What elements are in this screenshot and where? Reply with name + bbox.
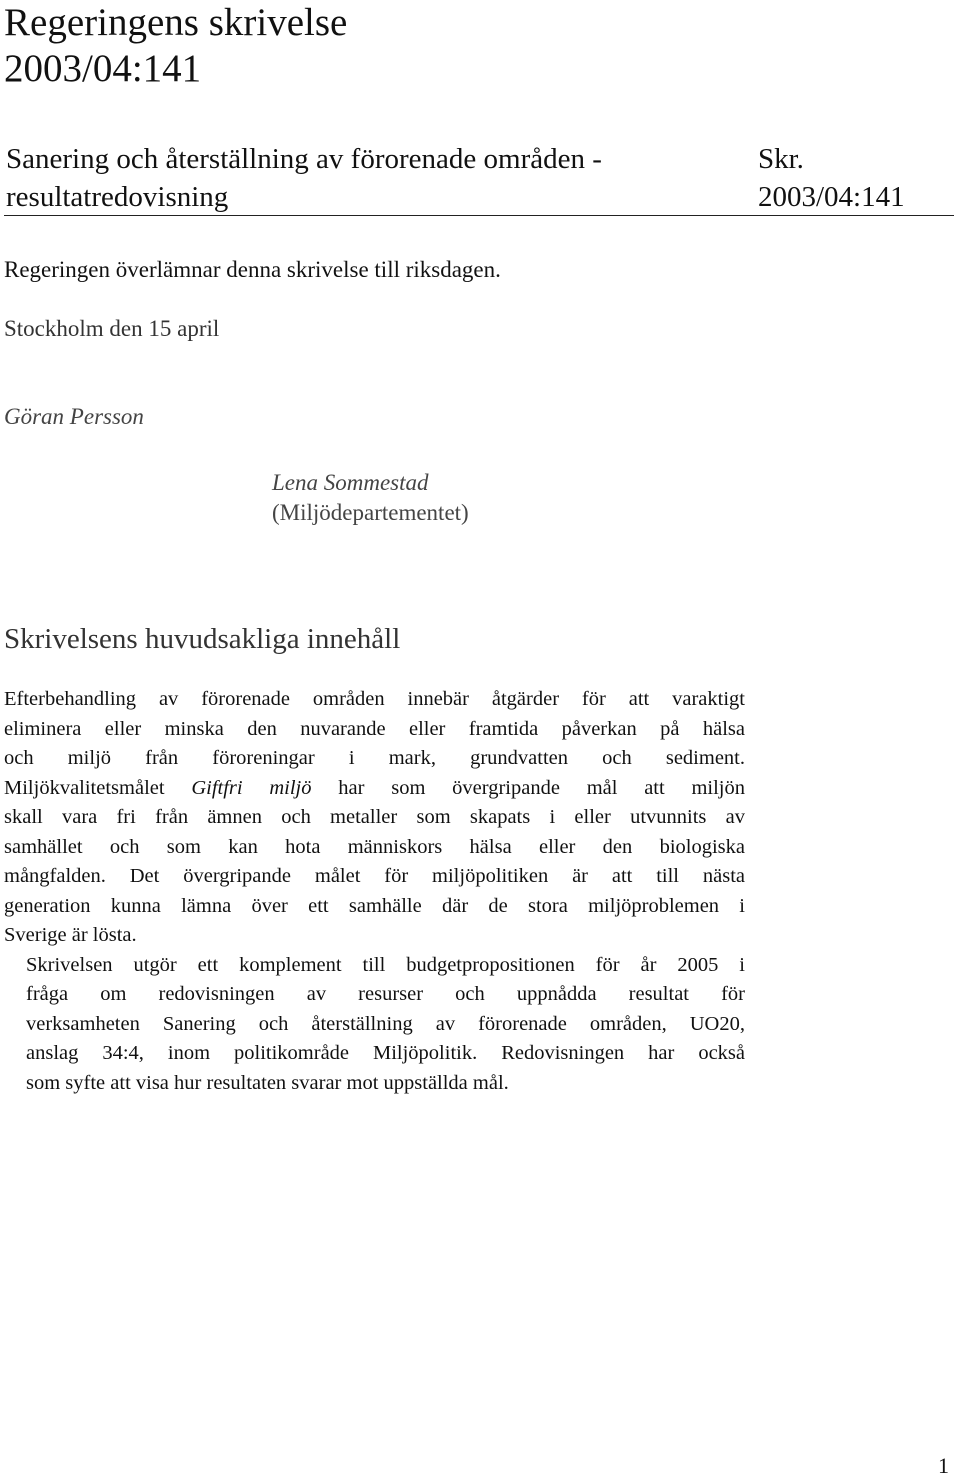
summary-paragraph-1 <box>4 685 745 951</box>
skr-label: Skr. <box>758 143 804 175</box>
text-line: Skrivelsen utgör ett komplement till budgetpropositionen för år 2005 i <box>26 953 745 976</box>
text-line: Efterbehandling av förorenade områden innebär åtgärder för att varaktigt <box>4 688 745 710</box>
summary-body <box>4 685 745 1098</box>
text-line: anslag 34:4, inom politikområde Miljöpolitik. Redovisningen har också <box>26 1042 745 1064</box>
text-line: samhället och som kan hota människors hälsa eller den biologiska <box>4 835 745 858</box>
document-subject <box>6 140 726 216</box>
skr-reference <box>758 140 905 216</box>
text-run: Miljökvalitetsmålet <box>4 776 192 799</box>
text-line: eliminera eller minska den nuvarande eller framtida påverkan på hälsa <box>4 717 745 740</box>
skr-number: 2003/04:141 <box>758 181 905 213</box>
text-line: verksamheten Sanering och återställning av förorenade områden, UO20, <box>26 1012 745 1035</box>
text-line: mångfalden. Det övergripande målet för miljöpolitiken är att till nästa <box>4 865 745 887</box>
text-line-mixed <box>4 774 745 804</box>
text-line: Sverige är lösta. <box>4 924 137 946</box>
summary-paragraph-2 <box>4 951 745 1099</box>
signatory-department: (Miljödepartementet) <box>272 500 469 525</box>
summary-heading: Skrivelsens huvudsakliga innehåll <box>4 623 401 655</box>
signatory-prime-minister: Göran Persson <box>4 404 144 429</box>
text-line: och miljö från föroreningar i mark, grundvatten och sediment. <box>4 747 745 769</box>
page-number: 1 <box>938 1453 949 1478</box>
text-line: fråga om redovisningen av resurser och uppnådda resultat för <box>26 983 745 1005</box>
italic-term: Giftfri miljö <box>191 776 312 799</box>
place-date: Stockholm den 15 april <box>4 316 220 341</box>
header-divider <box>4 215 954 216</box>
text-line: generation kunna lämna över ett samhälle där de stora miljöproblemen i <box>4 894 745 917</box>
subject-line1: Sanering och återställning av förorenade områden - <box>6 143 602 175</box>
subject-line2: resultatredovisning <box>6 181 229 213</box>
document-number: 2003/04:141 <box>4 47 202 90</box>
document-title <box>4 0 347 92</box>
text-line: som syfte att visa hur resultaten svarar mot uppställda mål. <box>26 1071 509 1094</box>
signatory-minister: Lena Sommestad <box>272 470 429 495</box>
submission-statement: Regeringen överlämnar denna skrivelse till riksdagen. <box>4 257 501 282</box>
text-line: skall vara fri från ämnen och metaller som skapats i eller utvunnits av <box>4 806 745 828</box>
text-run: har som övergripande mål att miljön <box>311 776 745 799</box>
document-title-line1: Regeringens skrivelse <box>4 1 348 44</box>
